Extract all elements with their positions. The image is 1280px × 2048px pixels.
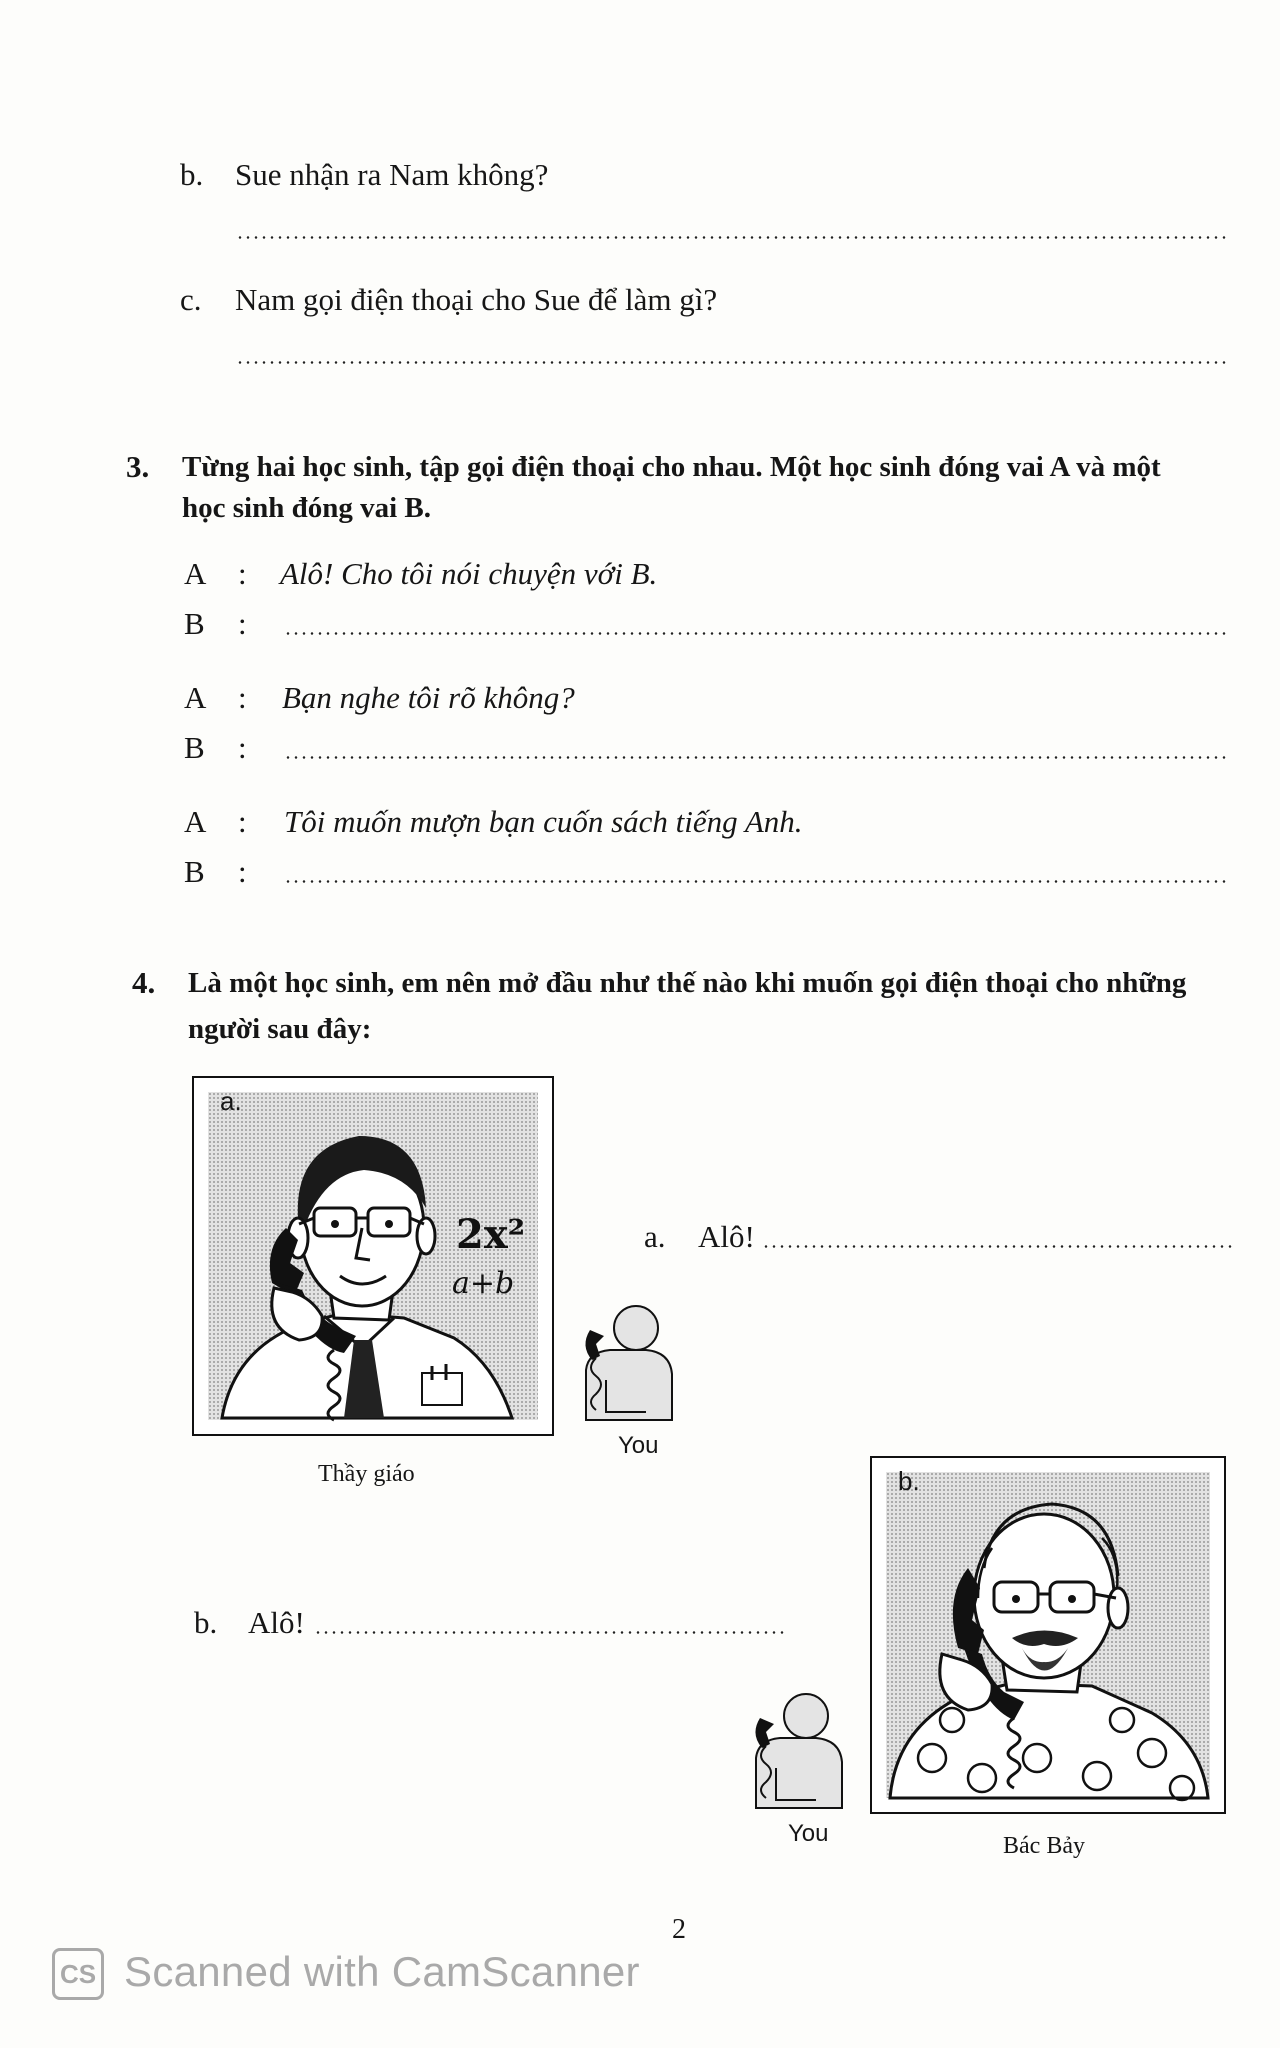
- q4a-answer-start: Alô!: [698, 1219, 755, 1254]
- q3-d1-a-colon: :: [238, 556, 247, 591]
- you-label-b: You: [788, 1820, 829, 1847]
- q3-d1-a-label: A: [184, 556, 207, 591]
- q3-instruction-line2: học sinh đóng vai B.: [182, 492, 432, 524]
- camscanner-watermark-text: Scanned with CamScanner: [124, 1948, 640, 1995]
- q3-d3-a-label: A: [184, 804, 207, 839]
- teacher-frame-label: a.: [220, 1086, 242, 1116]
- board-math-bottom: a+b: [452, 1266, 515, 1301]
- q3-d3-b-answer-line[interactable]: [284, 880, 1228, 883]
- q4-instruction-line2: người sau đây:: [188, 1013, 372, 1045]
- page-number: 2: [672, 1914, 686, 1945]
- q3-d1-a-text: Alô! Cho tôi nói chuyện với B.: [280, 556, 658, 591]
- q4b-answer-start: Alô!: [248, 1605, 305, 1640]
- teacher-illustration: [194, 1078, 552, 1434]
- q4-instruction-line1: Là một học sinh, em nên mở đầu như thế nào khi muốn gọi điện thoại cho những: [188, 967, 1187, 999]
- q2b-letter: b.: [180, 157, 204, 192]
- q3-d3-a-colon: :: [238, 804, 247, 839]
- old-man-picture-frame: [870, 1456, 1226, 1814]
- q3-number: 3.: [126, 449, 150, 484]
- q3-d3-a-text: Tôi muốn mượn bạn cuốn sách tiếng Anh.: [284, 804, 803, 839]
- you-caller-icon-a: [566, 1300, 686, 1430]
- q4b-answer-line[interactable]: [314, 1631, 788, 1634]
- q4a-answer-line[interactable]: [762, 1245, 1234, 1248]
- q2c-letter: c.: [180, 282, 202, 317]
- q3-d1-b-colon: :: [238, 606, 247, 641]
- q3-instruction-line1: Từng hai học sinh, tập gọi điện thoại cho nhau. Một học sinh đóng vai A và một: [182, 451, 1161, 483]
- old-man-illustration: [872, 1458, 1224, 1812]
- q3-d1-b-answer-line[interactable]: [284, 632, 1228, 635]
- q2b-question: Sue nhận ra Nam không?: [235, 157, 549, 192]
- teacher-picture-frame: [192, 1076, 554, 1436]
- q2c-question: Nam gọi điện thoại cho Sue để làm gì?: [235, 282, 718, 317]
- q3-d3-b-colon: :: [238, 854, 247, 889]
- q2c-answer-line[interactable]: [236, 361, 1228, 364]
- board-math-top: 2x²: [456, 1211, 526, 1258]
- q3-d3-b-label: B: [184, 854, 205, 889]
- q3-d2-a-label: A: [184, 680, 207, 715]
- teacher-caption: Thầy giáo: [318, 1461, 415, 1487]
- q4b-answer-letter: b.: [194, 1605, 218, 1640]
- q3-d2-b-answer-line[interactable]: [284, 756, 1228, 759]
- q3-d1-b-label: B: [184, 606, 205, 641]
- old-man-caption: Bác Bảy: [1003, 1833, 1085, 1859]
- q3-d2-a-colon: :: [238, 680, 247, 715]
- q3-d2-b-colon: :: [238, 730, 247, 765]
- q3-d2-a-text: Bạn nghe tôi rõ không?: [282, 680, 575, 715]
- q4-number: 4.: [132, 965, 156, 1000]
- you-caller-icon-b: [736, 1688, 856, 1818]
- q2b-answer-line[interactable]: [236, 236, 1228, 239]
- camscanner-logo-icon: CS: [52, 1948, 104, 2000]
- you-label-a: You: [618, 1432, 659, 1459]
- q4a-answer-letter: a.: [644, 1219, 666, 1254]
- q3-d2-b-label: B: [184, 730, 205, 765]
- old-man-frame-label: b.: [898, 1466, 920, 1496]
